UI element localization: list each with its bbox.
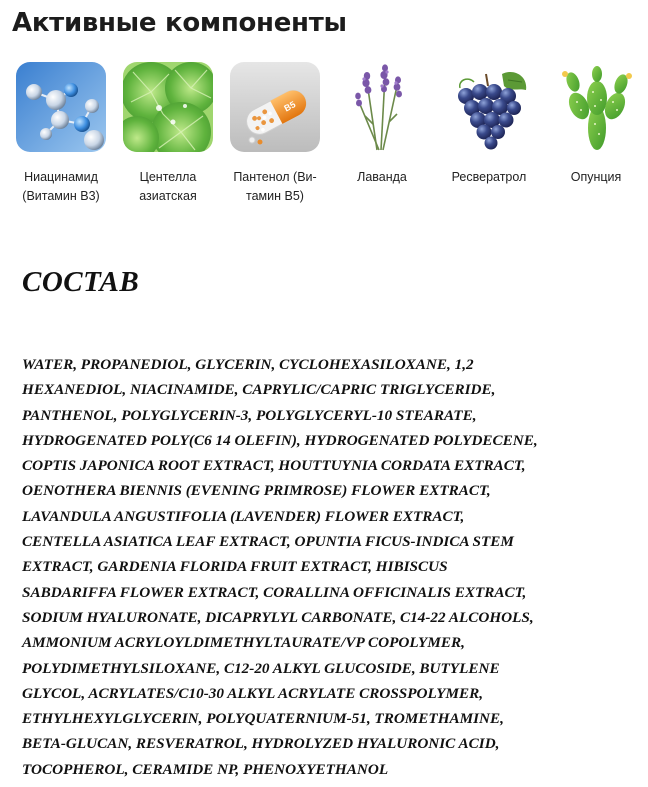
active-components-row <box>8 62 648 222</box>
component-label: Лаванда <box>357 170 407 184</box>
ingredients-line: HYDROGENATED POLY(C6 14 OLEFIN), HYDROGENATED POLYDECENE, <box>22 431 538 449</box>
panthenol-capsule-icon <box>230 62 320 152</box>
page-title: Активные компоненты <box>12 8 347 38</box>
ingredients-line: SODIUM HYALURONATE, DICAPRYLYL CARBONATE, C14-22 ALCOHOLS, <box>22 608 534 626</box>
ingredients-line: BETA-GLUCAN, RESVERATROL, HYDROLYZED HYALURONIC ACID, <box>22 735 500 753</box>
ingredients-line: EXTRACT, GARDENIA FLORIDA FRUIT EXTRACT, HIBISCUS <box>22 558 448 576</box>
component-centella <box>115 62 221 206</box>
component-label: Ниацинамид (Витамин В3) <box>22 170 100 203</box>
ingredients-line: LAVANDULA ANGUSTIFOLIA (LAVENDER) FLOWER EXTRACT, <box>22 507 465 525</box>
ingredients-line: OENOTHERA BIENNIS (EVENING PRIMROSE) FLOWER EXTRACT, <box>22 482 491 500</box>
ingredients-line: CENTELLA ASIATICA LEAF EXTRACT, OPUNTIA FICUS-INDICA STEM <box>22 533 514 551</box>
ingredients-line: TOCOPHEROL, CERAMIDE NP, PHENOXYETHANOL <box>22 760 389 778</box>
component-label: Ресвератрол <box>451 170 527 184</box>
lavender-icon <box>337 62 427 152</box>
niacinamide-molecule-icon <box>16 62 106 152</box>
composition-title: СОСТАВ <box>22 266 140 298</box>
ingredients-line: PANTHENOL, POLYGLYCERIN-3, POLYGLYCERYL-10 STEARATE, <box>22 406 477 424</box>
component-label: Опунция <box>570 170 622 184</box>
ingredients-line: WATER, PROPANEDIOL, GLYCERIN, CYCLOHEXASILOXANE, 1,2 <box>22 356 474 373</box>
ingredients-line: SABDARIFFA FLOWER EXTRACT, CORALLINA OFFICINALIS EXTRACT, <box>22 583 527 601</box>
ingredients-line: ETHYLHEXYLGLYCERIN, POLYQUATERNIUM-51, TROMETHAMINE, <box>22 710 504 728</box>
ingredients-line: POLYDIMETHYLSILOXANE, C12-20 ALKYL GLUCOSIDE, BUTYLENE <box>22 659 500 677</box>
ingredients-list <box>22 352 642 782</box>
component-panthenol <box>222 62 328 206</box>
component-niacinamide <box>8 62 114 206</box>
cactus-icon <box>551 62 641 152</box>
ingredients-line: HEXANEDIOL, NIACINAMIDE, CAPRYLIC/CAPRIC TRIGLYCERIDE, <box>22 381 496 399</box>
component-lavender <box>329 62 435 187</box>
component-label: Центелла азиатская <box>139 170 197 203</box>
component-resveratrol <box>436 62 542 187</box>
ingredients-line: AMMONIUM ACRYLOYLDIMETHYLTAURATE/VP COPOLYMER, <box>22 634 465 652</box>
ingredients-line: COPTIS JAPONICA ROOT EXTRACT, HOUTTUYNIA CORDATA EXTRACT, <box>22 457 526 475</box>
component-opuntia <box>543 62 648 187</box>
ingredients-line: GLYCOL, ACRYLATES/C10-30 ALKYL ACRYLATE CROSSPOLYMER, <box>22 684 484 702</box>
capsule-text: B5 <box>282 99 298 114</box>
centella-leaves-icon <box>123 62 213 152</box>
component-label: Пантенол (Ви- тамин В5) <box>233 170 317 203</box>
grapes-icon <box>444 62 534 152</box>
